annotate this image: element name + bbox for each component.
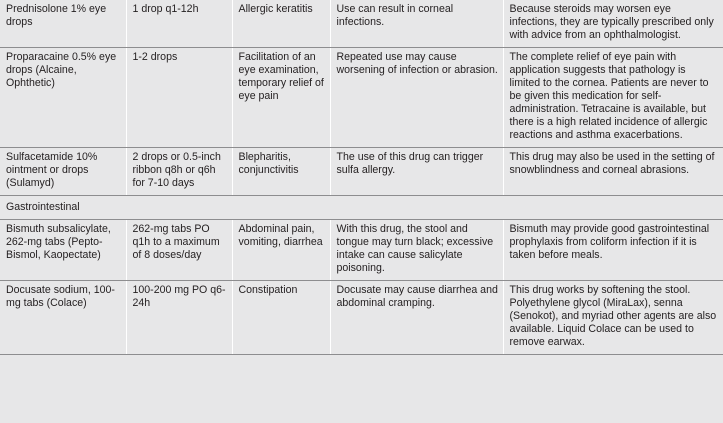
drug-cell: Proparacaine 0.5% eye drops (Alcaine, Ophthetic) — [0, 48, 126, 148]
comments-cell: This drug works by softening the stool. Polyethylene glycol (MiraLax), senna (Senokot), and myriad other agents are also available. Liquid Colace can be used to remove earwax. — [503, 281, 723, 355]
comments-cell: This drug may also be used in the setting of snowblindness and corneal abrasions. — [503, 148, 723, 196]
indication-cell: Allergic keratitis — [232, 0, 330, 48]
indication-cell: Abdominal pain, vomiting, diarrhea — [232, 220, 330, 281]
side-effects-cell: With this drug, the stool and tongue may turn black; excessive intake can cause salicylate poisoning. — [330, 220, 503, 281]
comments-cell: Bismuth may provide good gastrointestinal prophylaxis from coliform infection if it is taken before meals. — [503, 220, 723, 281]
drug-cell: Prednisolone 1% eye drops — [0, 0, 126, 48]
indication-cell: Constipation — [232, 281, 330, 355]
table-row — [0, 48, 723, 148]
side-effects-cell: Docusate may cause diarrhea and abdominal cramping. — [330, 281, 503, 355]
indication-cell: Facilitation of an eye examination, temporary relief of eye pain — [232, 48, 330, 148]
dose-cell: 262-mg tabs PO q1h to a maximum of 8 doses/day — [126, 220, 232, 281]
table-row — [0, 148, 723, 196]
comments-cell: The complete relief of eye pain with application suggests that pathology is limited to the cornea. Patients are never to be given this medication for self-administration. Tetracaine is available, but there is a high related incidence of allergic reactions and asthma exacerbations. — [503, 48, 723, 148]
dose-cell: 1 drop q1-12h — [126, 0, 232, 48]
drug-cell: Sulfacetamide 10% ointment or drops (Sulamyd) — [0, 148, 126, 196]
section-heading-row — [0, 196, 723, 220]
comments-cell: Because steroids may worsen eye infections, they are typically prescribed only with advice from an ophthalmologist. — [503, 0, 723, 48]
drug-cell: Bismuth subsalicylate, 262-mg tabs (Pepto-Bismol, Kaopectate) — [0, 220, 126, 281]
drug-cell: Docusate sodium, 100-mg tabs (Colace) — [0, 281, 126, 355]
side-effects-cell: The use of this drug can trigger sulfa allergy. — [330, 148, 503, 196]
dose-cell: 1-2 drops — [126, 48, 232, 148]
table-row — [0, 0, 723, 48]
table-row — [0, 281, 723, 355]
indication-cell: Blepharitis, conjunctivitis — [232, 148, 330, 196]
dose-cell: 100-200 mg PO q6-24h — [126, 281, 232, 355]
table-row — [0, 220, 723, 281]
section-heading: Gastrointestinal — [0, 196, 723, 220]
side-effects-cell: Repeated use may cause worsening of infection or abrasion. — [330, 48, 503, 148]
dose-cell: 2 drops or 0.5-inch ribbon q8h or q6h for 7-10 days — [126, 148, 232, 196]
side-effects-cell: Use can result in corneal infections. — [330, 0, 503, 48]
